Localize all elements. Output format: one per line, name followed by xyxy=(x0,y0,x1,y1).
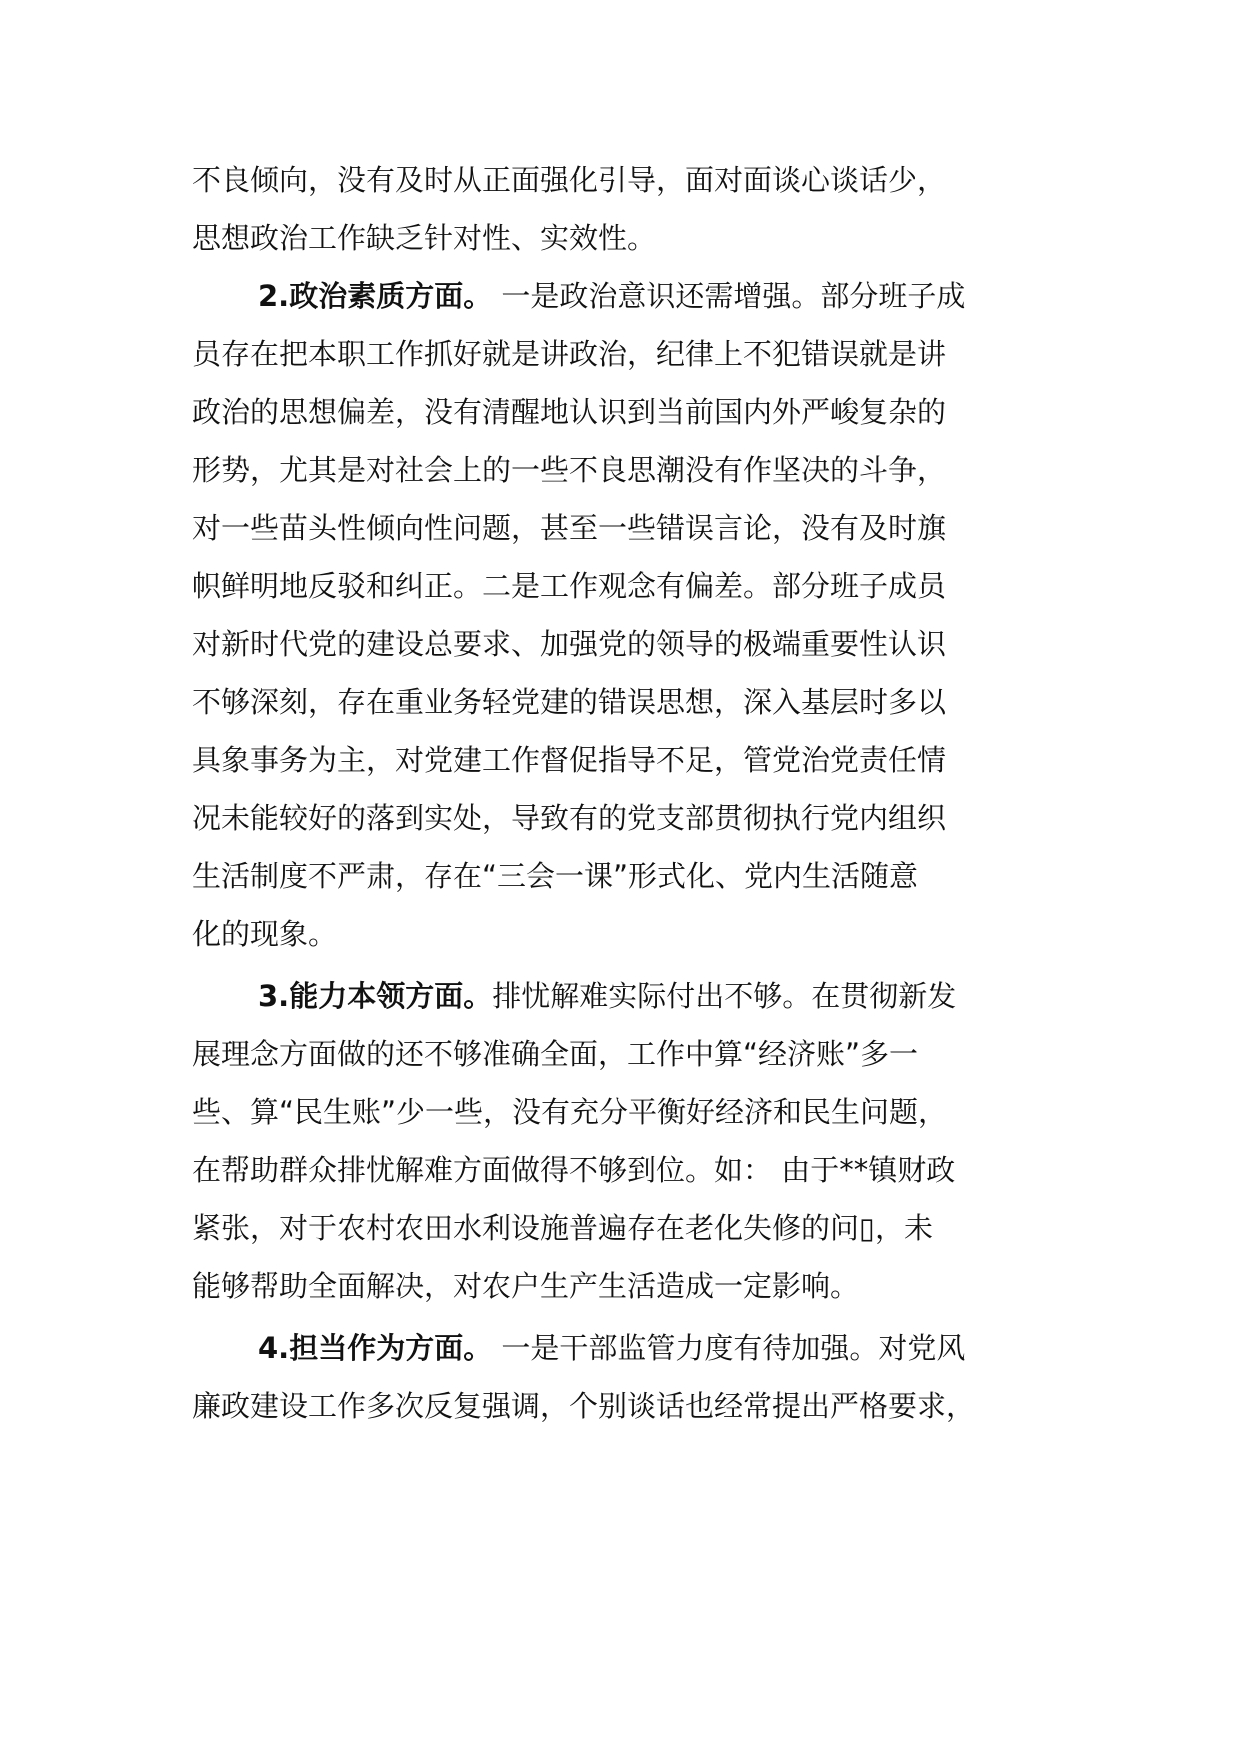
line-text: 化的现象。 xyxy=(192,917,338,951)
paragraph-line xyxy=(192,450,946,490)
paragraph-line xyxy=(192,566,946,606)
line-text: 具象事务为主，对党建工作督促指导不足，管党治党责任情 xyxy=(192,743,947,777)
line-text: 况未能较好的落到实处，导致有的党支部贯彻执行党内组织 xyxy=(192,801,947,835)
paragraph-line xyxy=(258,1328,965,1368)
line-text: 不良倾向，没有及时从正面强化引导，面对面谈心谈话少， xyxy=(192,163,947,197)
line-text: 排忧解难实际付出不够。在贯彻新发 xyxy=(492,979,957,1013)
paragraph-line xyxy=(192,1150,955,1190)
paragraph-line xyxy=(192,624,946,664)
line-text: 紧张，对于农村农田水利设施普遍存在老化失修的问▯，未 xyxy=(192,1211,933,1245)
line-text: 对一些苗头性倾向性问题，甚至一些错误言论，没有及时旗 xyxy=(192,511,947,545)
paragraph-line xyxy=(192,682,946,722)
paragraph-line xyxy=(192,740,946,780)
paragraph-line xyxy=(192,798,946,838)
paragraph-line xyxy=(192,1266,859,1306)
paragraph-line xyxy=(192,1208,933,1248)
line-text: 思想政治工作缺乏针对性、实效性。 xyxy=(192,221,657,255)
line-text: 对新时代党的建设总要求、加强党的领导的极端重要性认识 xyxy=(192,627,947,661)
line-text: 能够帮助全面解决，对农户生产生活造成一定影响。 xyxy=(192,1269,860,1303)
paragraph-line xyxy=(192,218,656,258)
line-text: 形势，尤其是对社会上的一些不良思潮没有作坚决的斗争， xyxy=(192,453,947,487)
paragraph-line xyxy=(258,276,965,316)
line-text: 展理念方面做的还不够准确全面，工作中算“经济账”多一 xyxy=(192,1037,919,1071)
paragraph-line xyxy=(192,160,946,200)
paragraph-line xyxy=(192,1034,918,1074)
line-text: 员存在把本职工作抓好就是讲政治，纪律上不犯错误就是讲 xyxy=(192,337,947,371)
paragraph-line xyxy=(258,976,956,1016)
paragraph-line xyxy=(192,334,946,374)
line-text: 生活制度不严肃，存在“三会一课”形式化、党内生活随意 xyxy=(192,859,919,893)
section-heading: 3.能力本领方面。 xyxy=(258,979,493,1013)
paragraph-line xyxy=(192,392,946,432)
line-text: 政治的思想偏差，没有清醒地认识到当前国内外严峻复杂的 xyxy=(192,395,947,429)
section-heading: 2.政治素质方面。 xyxy=(258,279,493,313)
paragraph-line xyxy=(192,1092,947,1132)
line-text: 廉政建设工作多次反复强调，个别谈话也经常提出严格要求， xyxy=(192,1389,976,1423)
paragraph-line xyxy=(192,508,946,548)
line-text: 在帮助群众排忧解难方面做得不够到位。如： 由于**镇财政 xyxy=(192,1153,956,1187)
line-text: 帜鲜明地反驳和纠正。二是工作观念有偏差。部分班子成员 xyxy=(192,569,947,603)
paragraph-line xyxy=(192,1386,975,1426)
paragraph-line xyxy=(192,856,918,896)
line-text: 一是干部监管力度有待加强。对党风 xyxy=(501,1331,966,1365)
line-text: 一是政治意识还需增强。部分班子成 xyxy=(501,279,966,313)
section-heading: 4.担当作为方面。 xyxy=(258,1331,493,1365)
paragraph-line xyxy=(192,914,337,954)
line-text: 些、算“民生账”少一些，没有充分平衡好经济和民生问题， xyxy=(192,1095,948,1129)
line-text: 不够深刻，存在重业务轻党建的错误思想，深入基层时多以 xyxy=(192,685,947,719)
